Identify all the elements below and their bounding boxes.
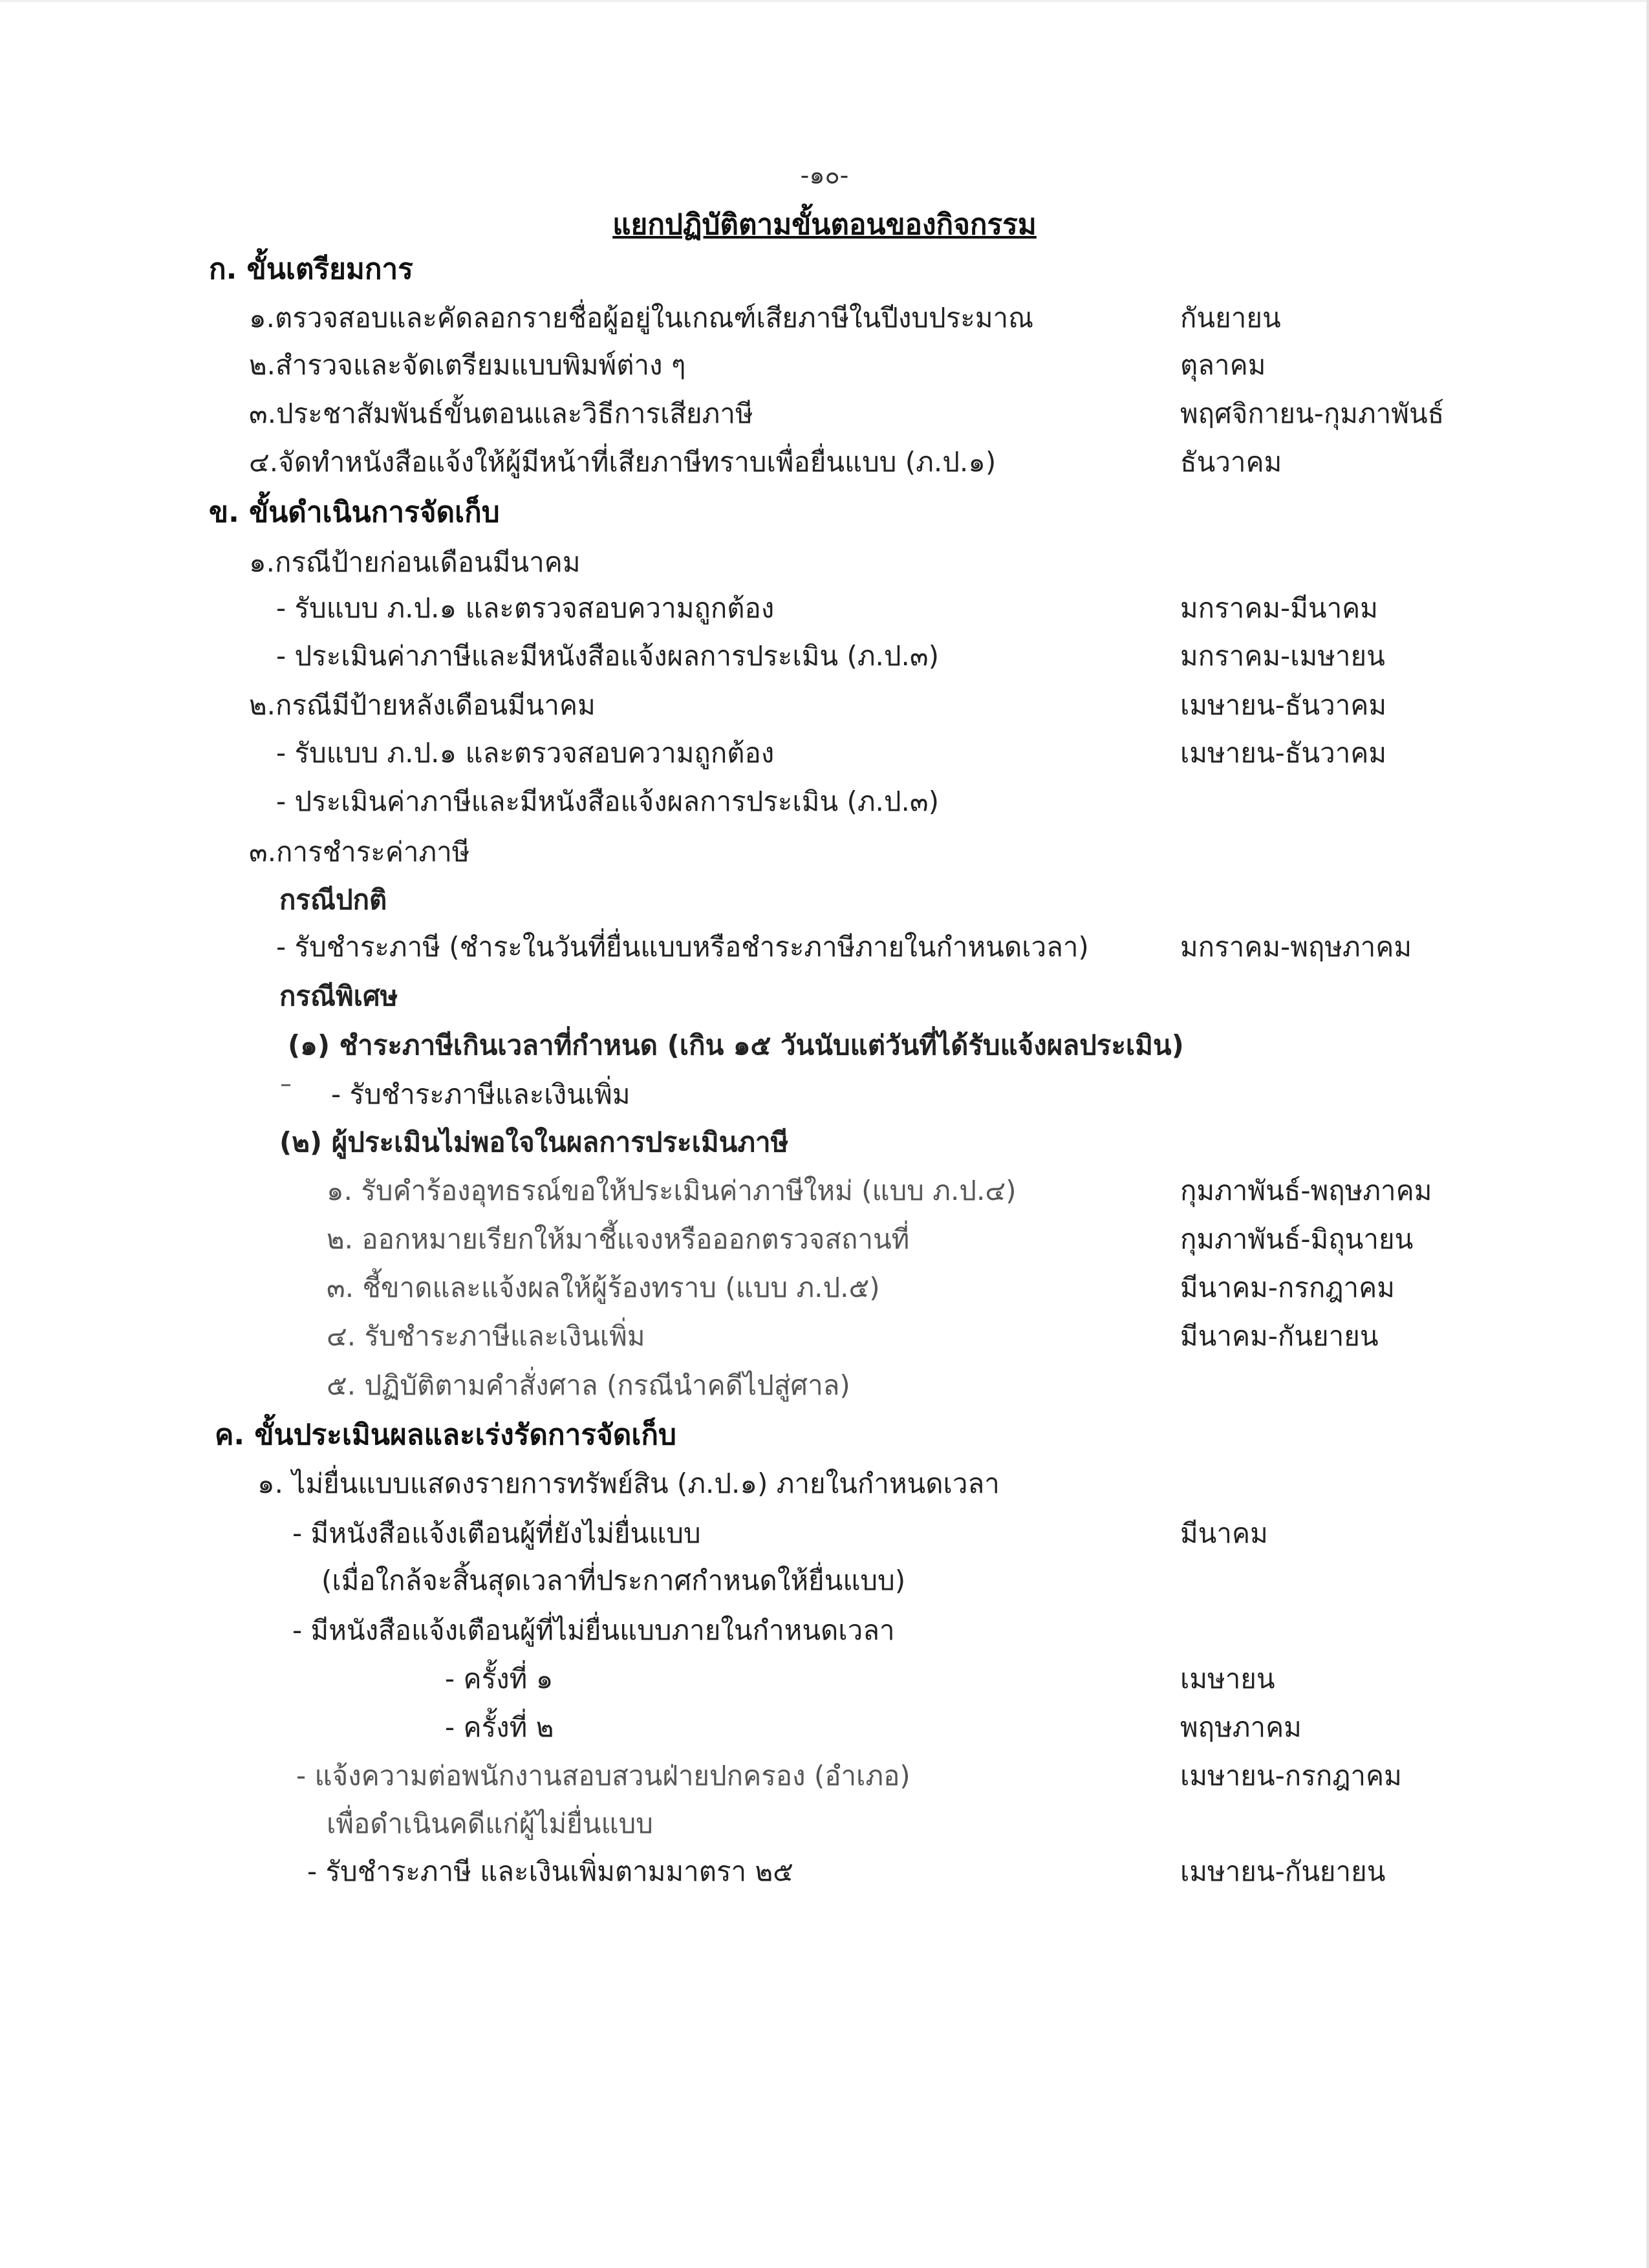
list-item: ๓.การชำระค่าภาษี	[249, 836, 470, 868]
list-item: (๒) ผู้ประเมินไม่พอใจในผลการประเมินภาษี	[279, 1126, 789, 1158]
page-title: แยกปฏิบัติตามขั้นตอนของกิจกรรม	[612, 208, 1037, 241]
list-item: - มีหนังสือแจ้งเตือนผู้ที่ยังไม่ยื่นแบบ	[292, 1517, 701, 1549]
schedule-period: กุมภาพันธ์-พฤษภาคม	[1180, 1175, 1432, 1206]
list-item: (๑) ชำระภาษีเกินเวลาที่กำหนด (เกิน ๑๕ วันนับแต่วันที่ได้รับแจ้งผลประเมิน)	[288, 1029, 1184, 1061]
schedule-period: เมษายน	[1180, 1663, 1275, 1695]
subheading-special-case: กรณีพิเศษ	[279, 980, 398, 1012]
list-item: (เมื่อใกล้จะสิ้นสุดเวลาที่ประกาศกำหนดให้ยื่นแบบ)	[321, 1565, 906, 1596]
list-item: - รับแบบ ภ.ป.๑ และตรวจสอบความถูกต้อง	[276, 592, 775, 624]
schedule-period: พฤศจิกายน-กุมภาพันธ์	[1180, 398, 1445, 429]
list-item: - รับชำระภาษี (ชำระในวันที่ยื่นแบบหรือชำระภาษีภายในกำหนดเวลา)	[276, 931, 1089, 963]
list-item: - ประเมินค่าภาษีและมีหนังสือแจ้งผลการประเมิน (ภ.ป.๓)	[276, 786, 940, 817]
schedule-period: เมษายน-กรกฎาคม	[1180, 1760, 1402, 1792]
list-item: - ประเมินค่าภาษีและมีหนังสือแจ้งผลการประเมิน (ภ.ป.๓)	[276, 640, 940, 672]
list-item: ๓. ชี้ขาดและแจ้งผลให้ผู้ร้องทราบ (แบบ ภ.ป.๕)	[327, 1272, 880, 1303]
scan-mark	[281, 1084, 290, 1086]
schedule-period: มีนาคม-กรกฎาคม	[1180, 1272, 1395, 1303]
list-item: - ครั้งที่ ๒	[445, 1711, 554, 1743]
page-number: -๑๐-	[800, 161, 849, 189]
list-item: ๒. ออกหมายเรียกให้มาชี้แจงหรือออกตรวจสถานที่	[327, 1223, 910, 1255]
list-item: เพื่อดำเนินคดีแก่ผู้ไม่ยื่นแบบ	[327, 1808, 653, 1839]
list-item: - แจ้งความต่อพนักงานสอบสวนฝ่ายปกครอง (อำเภอ)	[296, 1760, 911, 1792]
list-item: ๑.ตรวจสอบและคัดลอกรายชื่อผู้อยู่ในเกณฑ์เสียภาษีในปีงบประมาณ	[249, 302, 1034, 334]
list-item: ๒.สำรวจและจัดเตรียมแบบพิมพ์ต่าง ๆ	[249, 349, 686, 381]
schedule-period: ธันวาคม	[1180, 446, 1282, 478]
schedule-period: มกราคม-เมษายน	[1180, 640, 1385, 672]
schedule-period: มกราคม-พฤษภาคม	[1180, 931, 1412, 963]
schedule-period: มีนาคม-กันยายน	[1180, 1320, 1379, 1352]
subheading-normal-case: กรณีปกติ	[279, 884, 387, 915]
list-item: ๑. รับคำร้องอุทธรณ์ขอให้ประเมินค่าภาษีใหม่ (แบบ ภ.ป.๔)	[327, 1175, 1017, 1206]
section-heading-collection: ข. ขั้นดำเนินการจัดเก็บ	[209, 496, 500, 529]
schedule-period: พฤษภาคม	[1180, 1711, 1302, 1743]
scan-right-edge	[1646, 0, 1649, 2268]
schedule-period: กุมภาพันธ์-มิถุนายน	[1180, 1223, 1414, 1255]
schedule-period: เมษายน-กันยายน	[1180, 1856, 1386, 1887]
list-item: ๔.จัดทำหนังสือแจ้งให้ผู้มีหน้าที่เสียภาษีทราบเพื่อยื่นแบบ (ภ.ป.๑)	[249, 446, 997, 478]
list-item: - รับชำระภาษีและเงินเพิ่ม	[331, 1078, 630, 1110]
schedule-period: กันยายน	[1180, 302, 1281, 334]
section-heading-preparation: ก. ขั้นเตรียมการ	[209, 253, 413, 286]
schedule-period: เมษายน-ธันวาคม	[1180, 737, 1387, 769]
list-item: - รับแบบ ภ.ป.๑ และตรวจสอบความถูกต้อง	[276, 737, 775, 769]
list-item: ๑. ไม่ยื่นแบบแสดงรายการทรัพย์สิน (ภ.ป.๑) ภายในกำหนดเวลา	[257, 1468, 1000, 1499]
schedule-period: มกราคม-มีนาคม	[1180, 592, 1378, 624]
list-item: ๕. ปฏิบัติตามคำสั่งศาล (กรณีนำคดีไปสู่ศาล)	[327, 1369, 850, 1401]
list-item: ๓.ประชาสัมพันธ์ขั้นตอนและวิธีการเสียภาษี	[249, 398, 753, 429]
list-item: - ครั้งที่ ๑	[445, 1663, 554, 1695]
scan-top-edge	[0, 0, 1649, 2]
schedule-period: ตุลาคม	[1180, 349, 1266, 381]
section-heading-evaluation: ค. ขั้นประเมินผลและเร่งรัดการจัดเก็บ	[215, 1418, 676, 1451]
schedule-period: มีนาคม	[1180, 1517, 1268, 1549]
list-item: - รับชำระภาษี และเงินเพิ่มตามมาตรา ๒๕	[307, 1856, 793, 1887]
list-item: ๒.กรณีมีป้ายหลังเดือนมีนาคม	[249, 689, 596, 721]
list-item: ๑.กรณีป้ายก่อนเดือนมีนาคม	[249, 546, 581, 578]
list-item: - มีหนังสือแจ้งเตือนผู้ที่ไม่ยื่นแบบภายในกำหนดเวลา	[292, 1614, 895, 1646]
schedule-period: เมษายน-ธันวาคม	[1180, 689, 1387, 721]
list-item: ๔. รับชำระภาษีและเงินเพิ่ม	[327, 1320, 645, 1352]
